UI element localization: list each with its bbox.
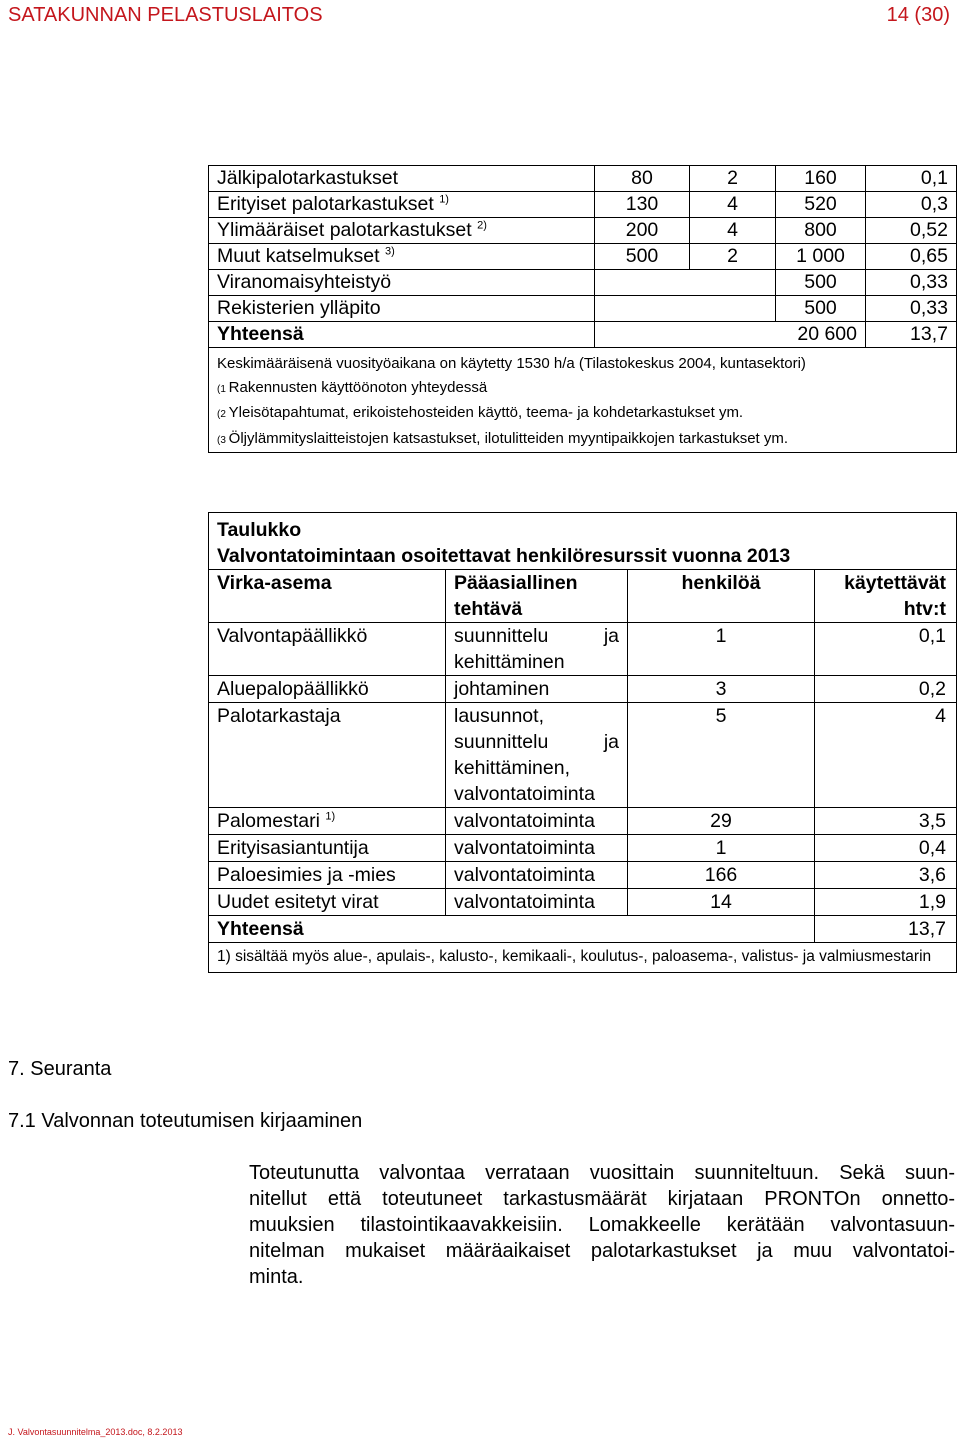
row-label: Ylimääräiset palotarkastukset $^{2)}$ <box>209 218 595 244</box>
header-row <box>209 570 957 623</box>
cell-htv: 0,2 <box>815 676 957 703</box>
cell-htv: 1,9 <box>815 889 957 916</box>
header-task: Pääasiallinen tehtävä <box>446 570 628 623</box>
cell-position: Valvontapäällikkö <box>209 623 446 676</box>
cell-task: valvontatoiminta <box>446 835 628 862</box>
cell-total-hours: 500 <box>776 296 866 322</box>
cell-position: Aluepalopäällikkö <box>209 676 446 703</box>
cell-task: valvontatoiminta <box>446 808 628 835</box>
cell-htv: 0,4 <box>815 835 957 862</box>
page-number: 14 (30) <box>886 4 950 26</box>
section-heading-monitoring: 7. Seuranta <box>8 1058 112 1080</box>
footnote-row <box>209 943 957 973</box>
cell-position: Palomestari $^{1)}$ <box>209 808 446 835</box>
cell-htv: 0,65 <box>866 244 957 270</box>
cell-position: Paloesimies ja -mies <box>209 862 446 889</box>
empty-cell <box>595 296 776 322</box>
table-row <box>209 218 957 244</box>
cell-task: valvontatoiminta <box>446 889 628 916</box>
table-row <box>209 835 957 862</box>
table-row <box>209 862 957 889</box>
cell-htv: 3,5 <box>815 808 957 835</box>
row-label: Jälkipalotarkastukset <box>209 166 595 192</box>
paragraph-line: minta. <box>249 1266 304 1288</box>
cell-htv: 0,33 <box>866 270 957 296</box>
inspection-workload-table <box>208 165 957 453</box>
cell-count: 200 <box>595 218 690 244</box>
note-3: (3 Öljylämmityslaitteistojen katsastukset, ilotulitteiden myyntipaikkojen tarkastukset ym. <box>217 429 789 447</box>
total-hours: 20 600 <box>595 322 866 348</box>
cell-total-hours: 160 <box>776 166 866 192</box>
cell-htv: 4 <box>815 703 957 808</box>
cell-hours: 2 <box>690 244 776 270</box>
cell-task: lausunnot, suunnittelu ja kehittäminen, valvontatoiminta <box>446 703 628 808</box>
total-htv: 13,7 <box>866 322 957 348</box>
notes-row <box>209 348 957 453</box>
header-persons: henkilöä <box>628 570 815 623</box>
row-label: Viranomaisyhteistyö <box>209 270 595 296</box>
document-footer: J. Valvontasuunnitelma_2013.doc, 8.2.2013 <box>8 1427 183 1437</box>
cell-total-hours: 800 <box>776 218 866 244</box>
table-row <box>209 889 957 916</box>
table-row <box>209 808 957 835</box>
table-row <box>209 676 957 703</box>
cell-total-hours: 500 <box>776 270 866 296</box>
total-row <box>209 322 957 348</box>
header-position: Virka-asema <box>209 570 446 623</box>
paragraph-line: nitellut että toteutuneet tarkastusmäärät kirjataan PRONTOn onnetto- <box>249 1188 955 1210</box>
table-row <box>209 192 957 218</box>
cell-count: 500 <box>595 244 690 270</box>
cell-total-hours: 1 000 <box>776 244 866 270</box>
row-label: Erityiset palotarkastukset $^{1)}$ <box>209 192 595 218</box>
cell-task: valvontatoiminta <box>446 862 628 889</box>
table-row <box>209 244 957 270</box>
cell-htv: 0,1 <box>815 623 957 676</box>
paragraph-line: nitelman mukaiset määräaikaiset palotarkastukset ja muu valvontatoi- <box>249 1240 955 1262</box>
cell-total-hours: 520 <box>776 192 866 218</box>
cell-count: 80 <box>595 166 690 192</box>
cell-persons: 166 <box>628 862 815 889</box>
cell-hours: 4 <box>690 218 776 244</box>
cell-position: Erityisasiantuntija <box>209 835 446 862</box>
cell-persons: 3 <box>628 676 815 703</box>
cell-task: johtaminen <box>446 676 628 703</box>
cell-htv: 0,3 <box>866 192 957 218</box>
table-row <box>209 623 957 676</box>
cell-task: suunnittelu ja kehittäminen <box>446 623 628 676</box>
table-row <box>209 166 957 192</box>
body-paragraph <box>249 1160 955 1290</box>
table-notes <box>209 348 957 453</box>
table-title: Taulukko Valvontatoimintaan osoitettavat henkilöresurssit vuonna 2013 <box>209 513 957 570</box>
cell-htv: 0,33 <box>866 296 957 322</box>
cell-persons: 29 <box>628 808 815 835</box>
total-label: Yhteensä <box>209 916 815 943</box>
cell-hours: 4 <box>690 192 776 218</box>
cell-persons: 5 <box>628 703 815 808</box>
cell-htv: 0,52 <box>866 218 957 244</box>
note-2: (2 Yleisötapahtumat, erikoistehosteiden käyttö, teema- ja kohdetarkastukset ym. <box>217 404 744 421</box>
cell-persons: 14 <box>628 889 815 916</box>
cell-persons: 1 <box>628 835 815 862</box>
cell-htv: 0,1 <box>866 166 957 192</box>
table-row <box>209 296 957 322</box>
header-organization: SATAKUNNAN PELASTUSLAITOS <box>8 4 323 26</box>
cell-position: Uudet esitetyt virat <box>209 889 446 916</box>
cell-count: 130 <box>595 192 690 218</box>
cell-htv: 3,6 <box>815 862 957 889</box>
total-row <box>209 916 957 943</box>
table-row <box>209 270 957 296</box>
total-label: Yhteensä <box>209 322 595 348</box>
total-htv: 13,7 <box>815 916 957 943</box>
cell-persons: 1 <box>628 623 815 676</box>
empty-cell <box>595 270 776 296</box>
note-worktime: Keskimääräisenä vuosityöaikana on käytetty 1530 h/a (Tilastokeskus 2004, kuntasektori) <box>217 355 806 372</box>
header-htv: käytettävät htv:t <box>815 570 957 623</box>
subsection-heading-recording: 7.1 Valvonnan toteutumisen kirjaaminen <box>8 1110 363 1132</box>
table-footnote: 1) sisältää myös alue-, apulais-, kalusto-, kemikaali-, koulutus-, paloasema-, valistus- ja valmiusmestarin <box>209 943 957 973</box>
row-label: Rekisterien ylläpito <box>209 296 595 322</box>
note-1: (1 Rakennusten käyttöönoton yhteydessä <box>217 378 488 396</box>
paragraph-line: muuksien tilastointikaavakkeisiin. Lomakkeelle kerätään valvontasuun- <box>249 1214 955 1236</box>
personnel-resources-table <box>208 512 957 973</box>
cell-hours: 2 <box>690 166 776 192</box>
cell-position: Palotarkastaja <box>209 703 446 808</box>
title-row <box>209 513 957 570</box>
paragraph-line: Toteutunutta valvontaa verrataan vuosittain suunniteltuun. Sekä suun- <box>249 1162 955 1184</box>
row-label: Muut katselmukset $^{3)}$ <box>209 244 595 270</box>
table-row <box>209 703 957 808</box>
